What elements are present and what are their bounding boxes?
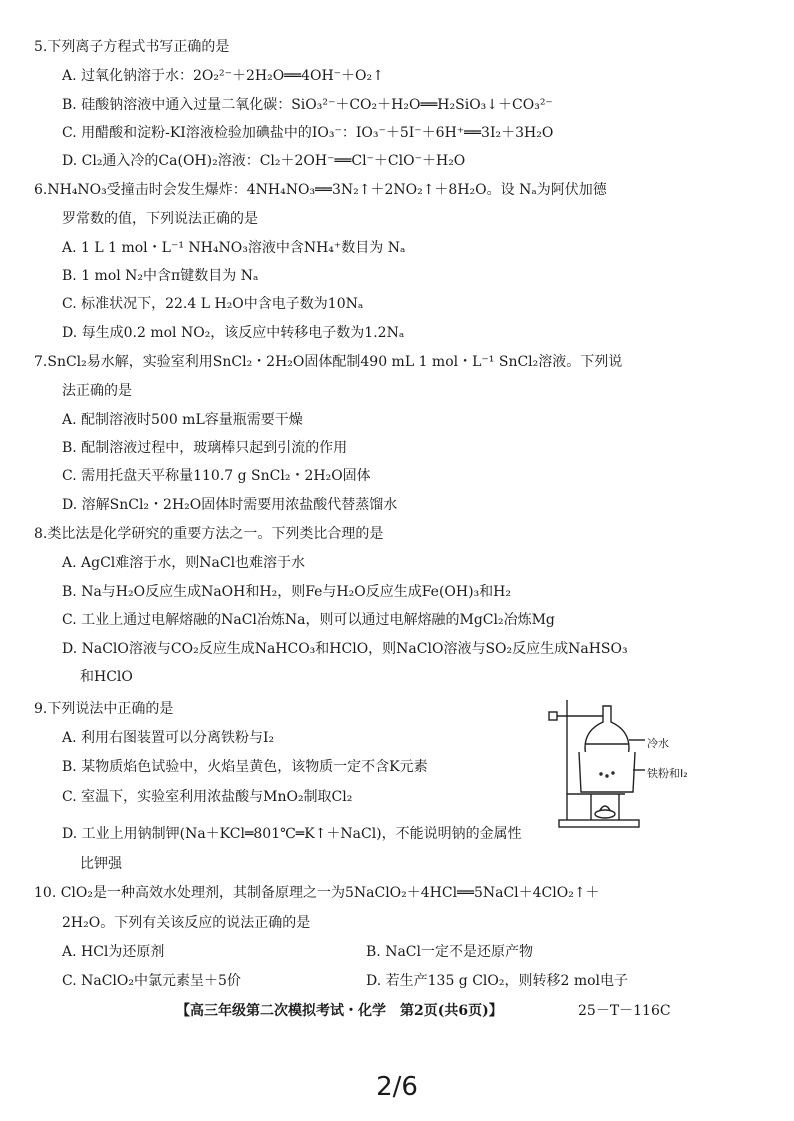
question-5-option-d: D. Cl₂通入冷的Ca(OH)₂溶液：Cl₂＋2OH⁻══Cl⁻＋ClO⁻＋H₂O bbox=[62, 153, 466, 169]
question-6-option-d: D. 每生成0.2 mol NO₂，该反应中转移电子数为1.2Nₐ bbox=[62, 325, 405, 341]
question-8-option-d-cont: 和HClO bbox=[80, 669, 133, 685]
question-8-option-c: C. 工业上通过电解熔融的NaCl冶炼Na，则可以通过电解熔融的MgCl₂冶炼Mg bbox=[62, 612, 555, 628]
question-5-stem: 5.下列离子方程式书写正确的是 bbox=[34, 39, 230, 55]
question-9-option-d: D. 工业上用钠制钾(Na＋KCl═801℃═K↑＋NaCl)，不能说明钠的金属性 bbox=[62, 826, 522, 842]
question-6-option-b: B. 1 mol N₂中含π键数目为 Nₐ bbox=[62, 268, 259, 284]
question-9-option-c: C. 室温下，实验室利用浓盐酸与MnO₂制取Cl₂ bbox=[62, 789, 353, 805]
question-8-option-a: A. AgCl难溶于水，则NaCl也难溶于水 bbox=[62, 555, 306, 571]
question-10-option-d: D. 若生产135 g ClO₂，则转移2 mol电子 bbox=[366, 973, 629, 989]
page-indicator: 2/6 bbox=[376, 1072, 418, 1102]
question-6-option-c: C. 标准状况下，22.4 L H₂O中含电子数为10Nₐ bbox=[62, 296, 364, 312]
question-8-option-d: D. NaClO溶液与CO₂反应生成NaHCO₃和HClO，则NaClO溶液与SO₂反应生成NaHSO₃ bbox=[62, 641, 628, 657]
question-7-option-b: B. 配制溶液过程中，玻璃棒只起到引流的作用 bbox=[62, 440, 348, 456]
question-9-stem: 9.下列说法中正确的是 bbox=[34, 701, 174, 717]
question-5-option-b: B. 硅酸钠溶液中通入过量二氧化碳：SiO₃²⁻＋CO₂＋H₂O══H₂SiO₃↓＋CO₃²⁻ bbox=[62, 97, 553, 113]
question-5-option-a: A. 过氧化钠溶于水：2O₂²⁻＋2H₂O══4OH⁻＋O₂↑ bbox=[62, 68, 384, 84]
question-10-stem-cont: 2H₂O。下列有关该反应的说法正确的是 bbox=[62, 915, 311, 931]
question-7-stem-cont: 法正确的是 bbox=[62, 383, 132, 399]
question-6-option-a: A. 1 L 1 mol・L⁻¹ NH₄NO₃溶液中含NH₄⁺数目为 Nₐ bbox=[62, 240, 406, 256]
question-8-option-b: B. Na与H₂O反应生成NaOH和H₂，则Fe与H₂O反应生成Fe(OH)₃和H₂ bbox=[62, 584, 511, 600]
page-footer-code: 25－T－116C bbox=[578, 1003, 671, 1019]
question-7-stem: 7.SnCl₂易水解，实验室利用SnCl₂・2H₂O固体配制490 mL 1 mol・L⁻¹ SnCl₂溶液。下列说 bbox=[34, 354, 623, 370]
figure-label-cold-water: 冷水 bbox=[647, 737, 669, 750]
question-7-option-d: D. 溶解SnCl₂・2H₂O固体时需要用浓盐酸代替蒸馏水 bbox=[62, 497, 398, 513]
question-10-option-b: B. NaCl一定不是还原产物 bbox=[366, 944, 533, 960]
question-9-option-a: A. 利用右图装置可以分离铁粉与I₂ bbox=[62, 730, 275, 746]
question-9-option-b: B. 某物质焰色试验中，火焰呈黄色，该物质一定不含K元素 bbox=[62, 759, 428, 775]
question-6-stem: 6.NH₄NO₃受撞击时会发生爆炸：4NH₄NO₃══3N₂↑＋2NO₂↑＋8H₂O。设 Nₐ为阿伏加德 bbox=[34, 182, 607, 198]
question-10-option-c: C. NaClO₂中氯元素呈＋5价 bbox=[62, 973, 241, 989]
figure-label-mixture: 铁粉和I₂ bbox=[647, 767, 688, 780]
question-10-option-a: A. HCl为还原剂 bbox=[62, 944, 165, 960]
question-8-stem: 8.类比法是化学研究的重要方法之一。下列类比合理的是 bbox=[34, 526, 384, 542]
question-6-stem-cont: 罗常数的值，下列说法正确的是 bbox=[62, 211, 258, 227]
page-footer-title: 【高三年级第二次模拟考试・化学 第2页(共6页)】 bbox=[176, 1003, 503, 1019]
question-7-option-a: A. 配制溶液时500 mL容量瓶需要干燥 bbox=[62, 412, 303, 428]
question-10-stem: 10. ClO₂是一种高效水处理剂，其制备原理之一为5NaClO₂＋4HCl══5NaCl＋4ClO₂↑＋ bbox=[34, 885, 600, 901]
question-9-option-d-cont: 比钾强 bbox=[80, 856, 122, 872]
question-5-option-c: C. 用醋酸和淀粉-KI溶液检验加碘盐中的IO₃⁻：IO₃⁻＋5I⁻＋6H⁺══3I₂＋3H₂O bbox=[62, 125, 554, 141]
question-7-option-c: C. 需用托盘天平称量110.7 g SnCl₂・2H₂O固体 bbox=[62, 468, 371, 484]
